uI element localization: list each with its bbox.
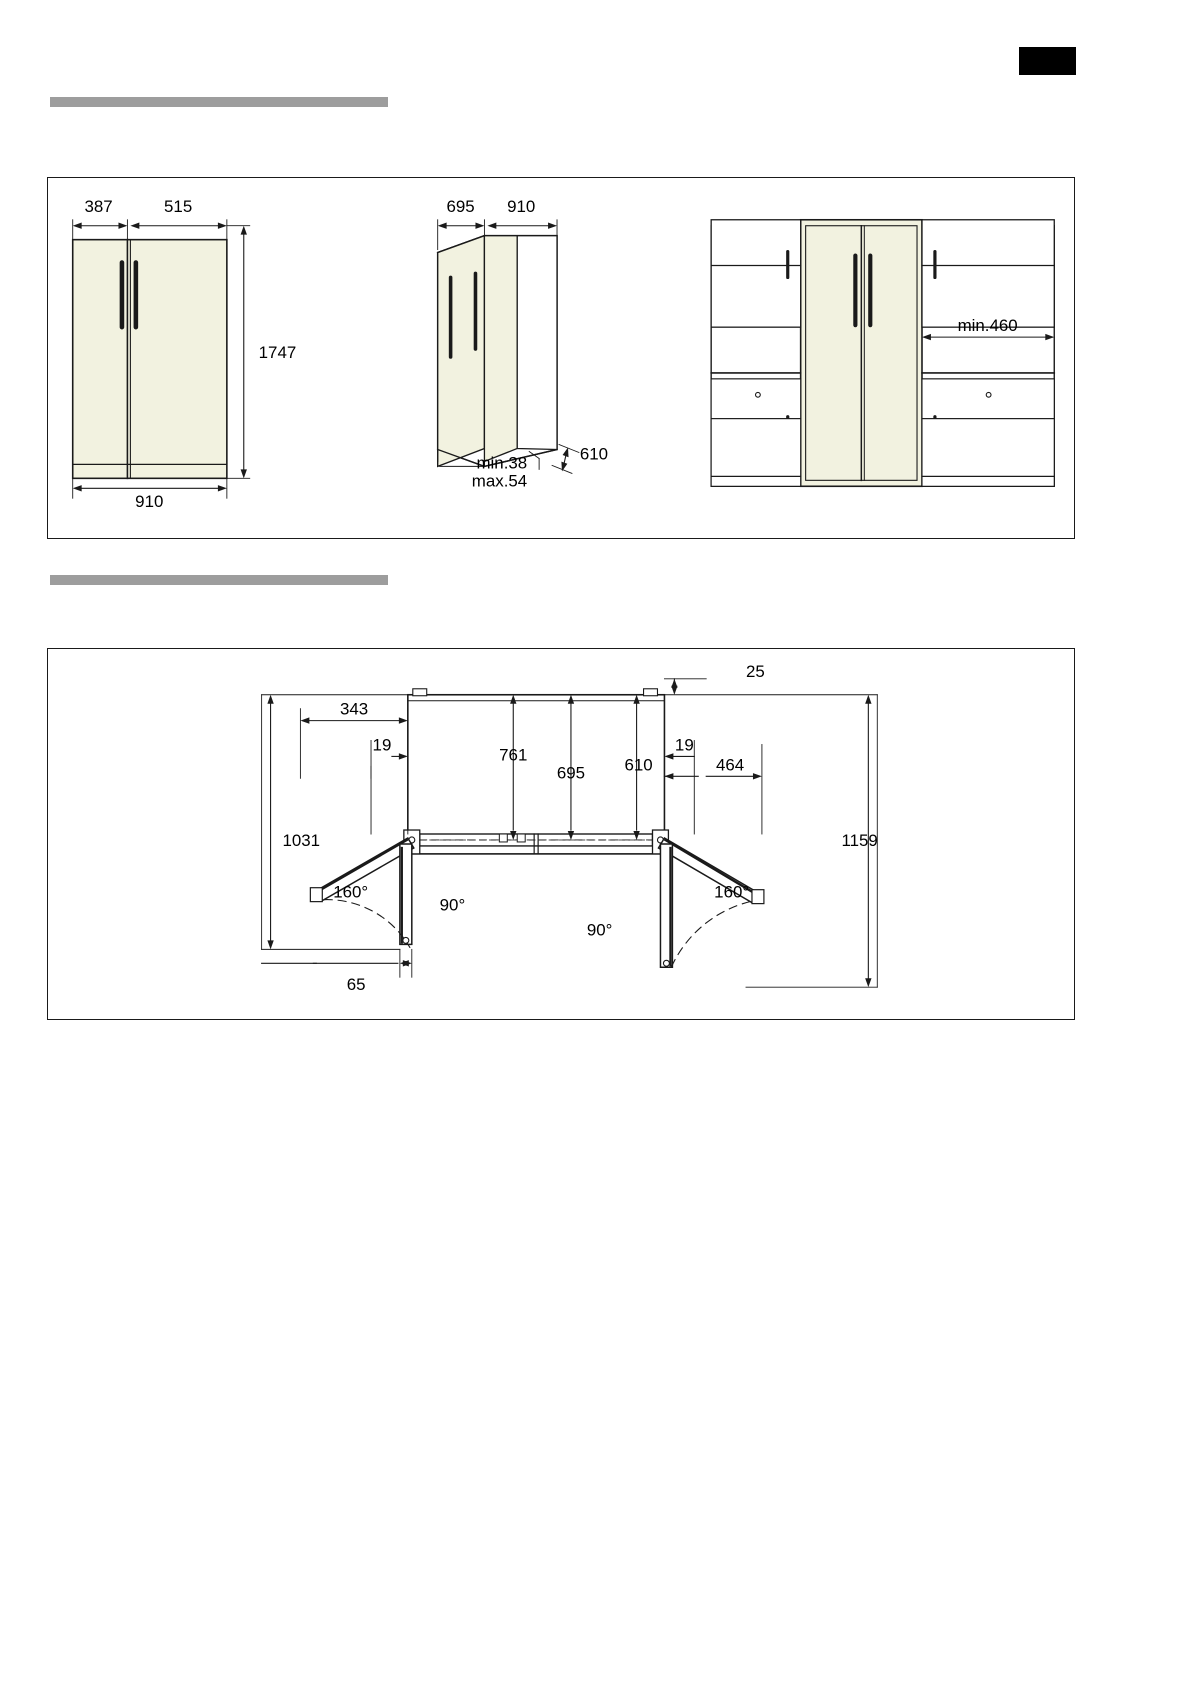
- front-view-body: [73, 240, 227, 479]
- section-divider-bar-bottom: [50, 575, 388, 585]
- label-min38: min.38: [476, 453, 528, 473]
- figure-panel-dimensions: [47, 177, 1075, 539]
- label-25: 25: [746, 661, 765, 681]
- label-19-right: 19: [674, 735, 694, 755]
- label-min460: min.460: [957, 316, 1018, 336]
- label-910-front: 910: [135, 492, 164, 512]
- label-515: 515: [164, 196, 193, 216]
- label-387: 387: [84, 196, 113, 216]
- label-610-side: 610: [579, 444, 609, 464]
- label-1159: 1159: [841, 830, 878, 850]
- label-160-left: 160°: [333, 882, 369, 902]
- label-90-right: 90°: [586, 920, 613, 940]
- label-343: 343: [340, 699, 369, 719]
- section-divider-bar-top: [50, 97, 388, 107]
- door-swing-drawing: [48, 649, 1074, 1019]
- label-1031: 1031: [282, 830, 321, 850]
- figure-panel-door-swing: [47, 648, 1075, 1020]
- label-65: 65: [346, 975, 366, 995]
- label-1747: 1747: [258, 343, 297, 362]
- label-610-plan: 610: [624, 755, 653, 775]
- label-761: 761: [499, 745, 528, 765]
- label-464: 464: [715, 755, 745, 775]
- label-695-plan: 695: [556, 763, 586, 783]
- corner-black-mark: [1019, 47, 1076, 75]
- label-19-left: 19: [372, 735, 392, 755]
- label-910-side: 910: [507, 196, 536, 216]
- label-160-right: 160°: [714, 882, 750, 902]
- label-90-left: 90°: [439, 895, 466, 915]
- label-max54: max.54: [471, 471, 528, 491]
- dimensions-drawing: [48, 178, 1074, 538]
- label-695-side: 695: [446, 196, 475, 216]
